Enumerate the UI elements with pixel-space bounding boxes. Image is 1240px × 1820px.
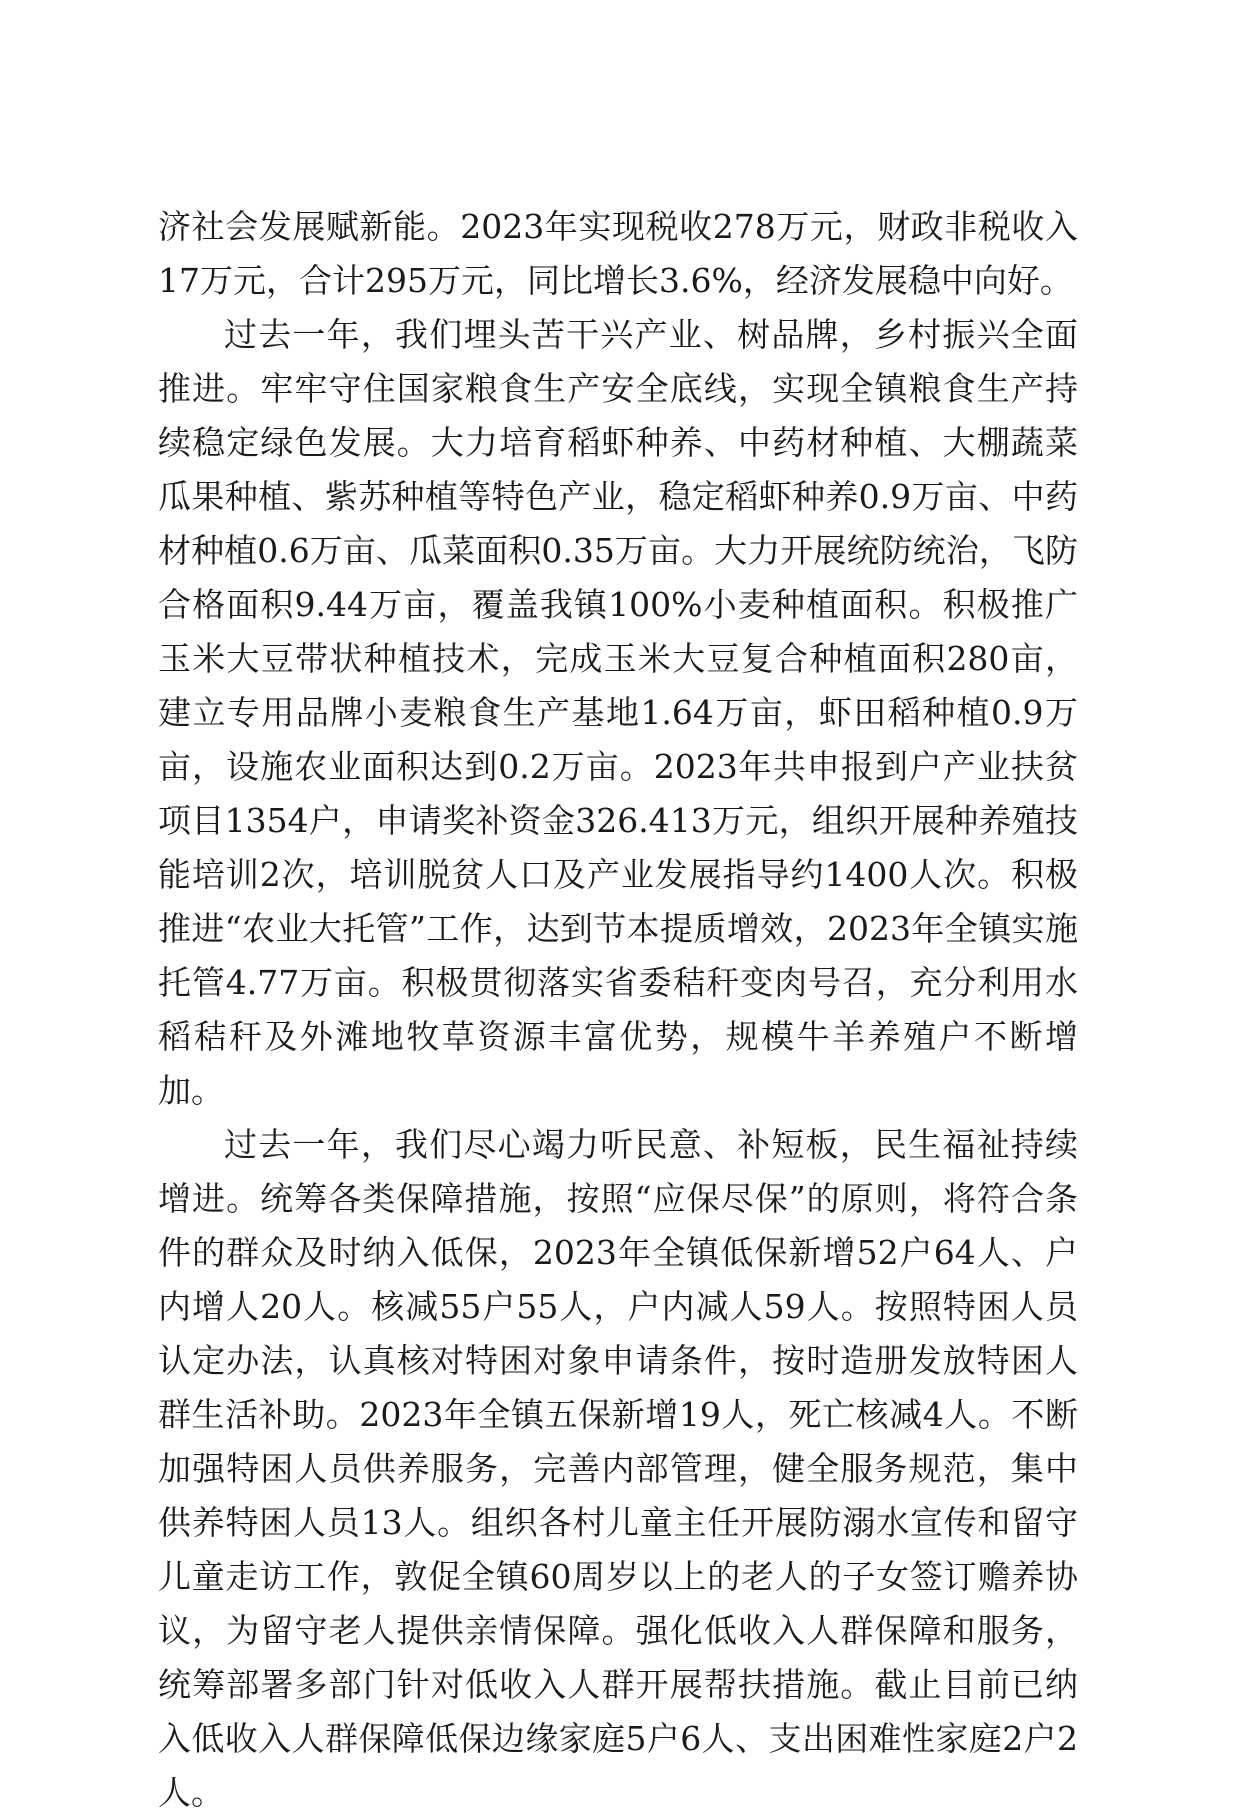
paragraph-fiscal-summary: 济社会发展赋新能。2023年实现税收278万元，财政非税收入17万元，合计295万元，同比增长3.6%，经济发展稳中向好。 — [158, 207, 1078, 300]
document-page — [158, 200, 1078, 1820]
paragraph-livelihood-welfare: 过去一年，我们尽心竭力听民意、补短板，民生福祉持续增进。统筹各类保障措施，按照“应保尽保”的原则，将符合条件的群众及时纳入低保，2023年全镇低保新增52户64人、户内增人20人。核减55户55人，户内减人59人。按照特困人员认定办法，认真核对特困对象申请条件，按时造册发放特困人群生活补助。2023年全镇五保新增19人，死亡核减4人。不断加强特困人员供养服务，完善内部管理，健全服务规范，集中供养特困人员13人。组织各村儿童主任开展防溺水宣传和留守儿童走访工作，敦促全镇60周岁以上的老人的子女签订赡养协议，为留守老人提供亲情保障。强化低收入人群保障和服务，统筹部署多部门针对低收入人群开展帮扶措施。截止目前已纳入低收入人群保障低保边缘家庭5户6人、支出困难性家庭2户2人。 — [158, 1125, 1078, 1812]
paragraph-rural-revitalization: 过去一年，我们埋头苦干兴产业、树品牌，乡村振兴全面推进。牢牢守住国家粮食生产安全底线，实现全镇粮食生产持续稳定绿色发展。大力培育稻虾种养、中药材种植、大棚蔬菜瓜果种植、紫苏种植等特色产业，稳定稻虾种养0.9万亩、中药材种植0.6万亩、瓜菜面积0.35万亩。大力开展统防统治，飞防合格面积9.44万亩，覆盖我镇100%小麦种植面积。积极推广玉米大豆带状种植技术，完成玉米大豆复合种植面积280亩，建立专用品牌小麦粮食生产基地1.64万亩，虾田稻种植0.9万亩，设施农业面积达到0.2万亩。2023年共申报到户产业扶贫项目1354户，申请奖补资金326.413万元，组织开展种养殖技能培训2次，培训脱贫人口及产业发展指导约1400人次。积极推进“农业大托管”工作，达到节本提质增效，2023年全镇实施托管4.77万亩。积极贯彻落实省委秸秆变肉号召，充分利用水稻秸秆及外滩地牧草资源丰富优势，规模牛羊养殖户不断增加。 — [158, 315, 1078, 1110]
